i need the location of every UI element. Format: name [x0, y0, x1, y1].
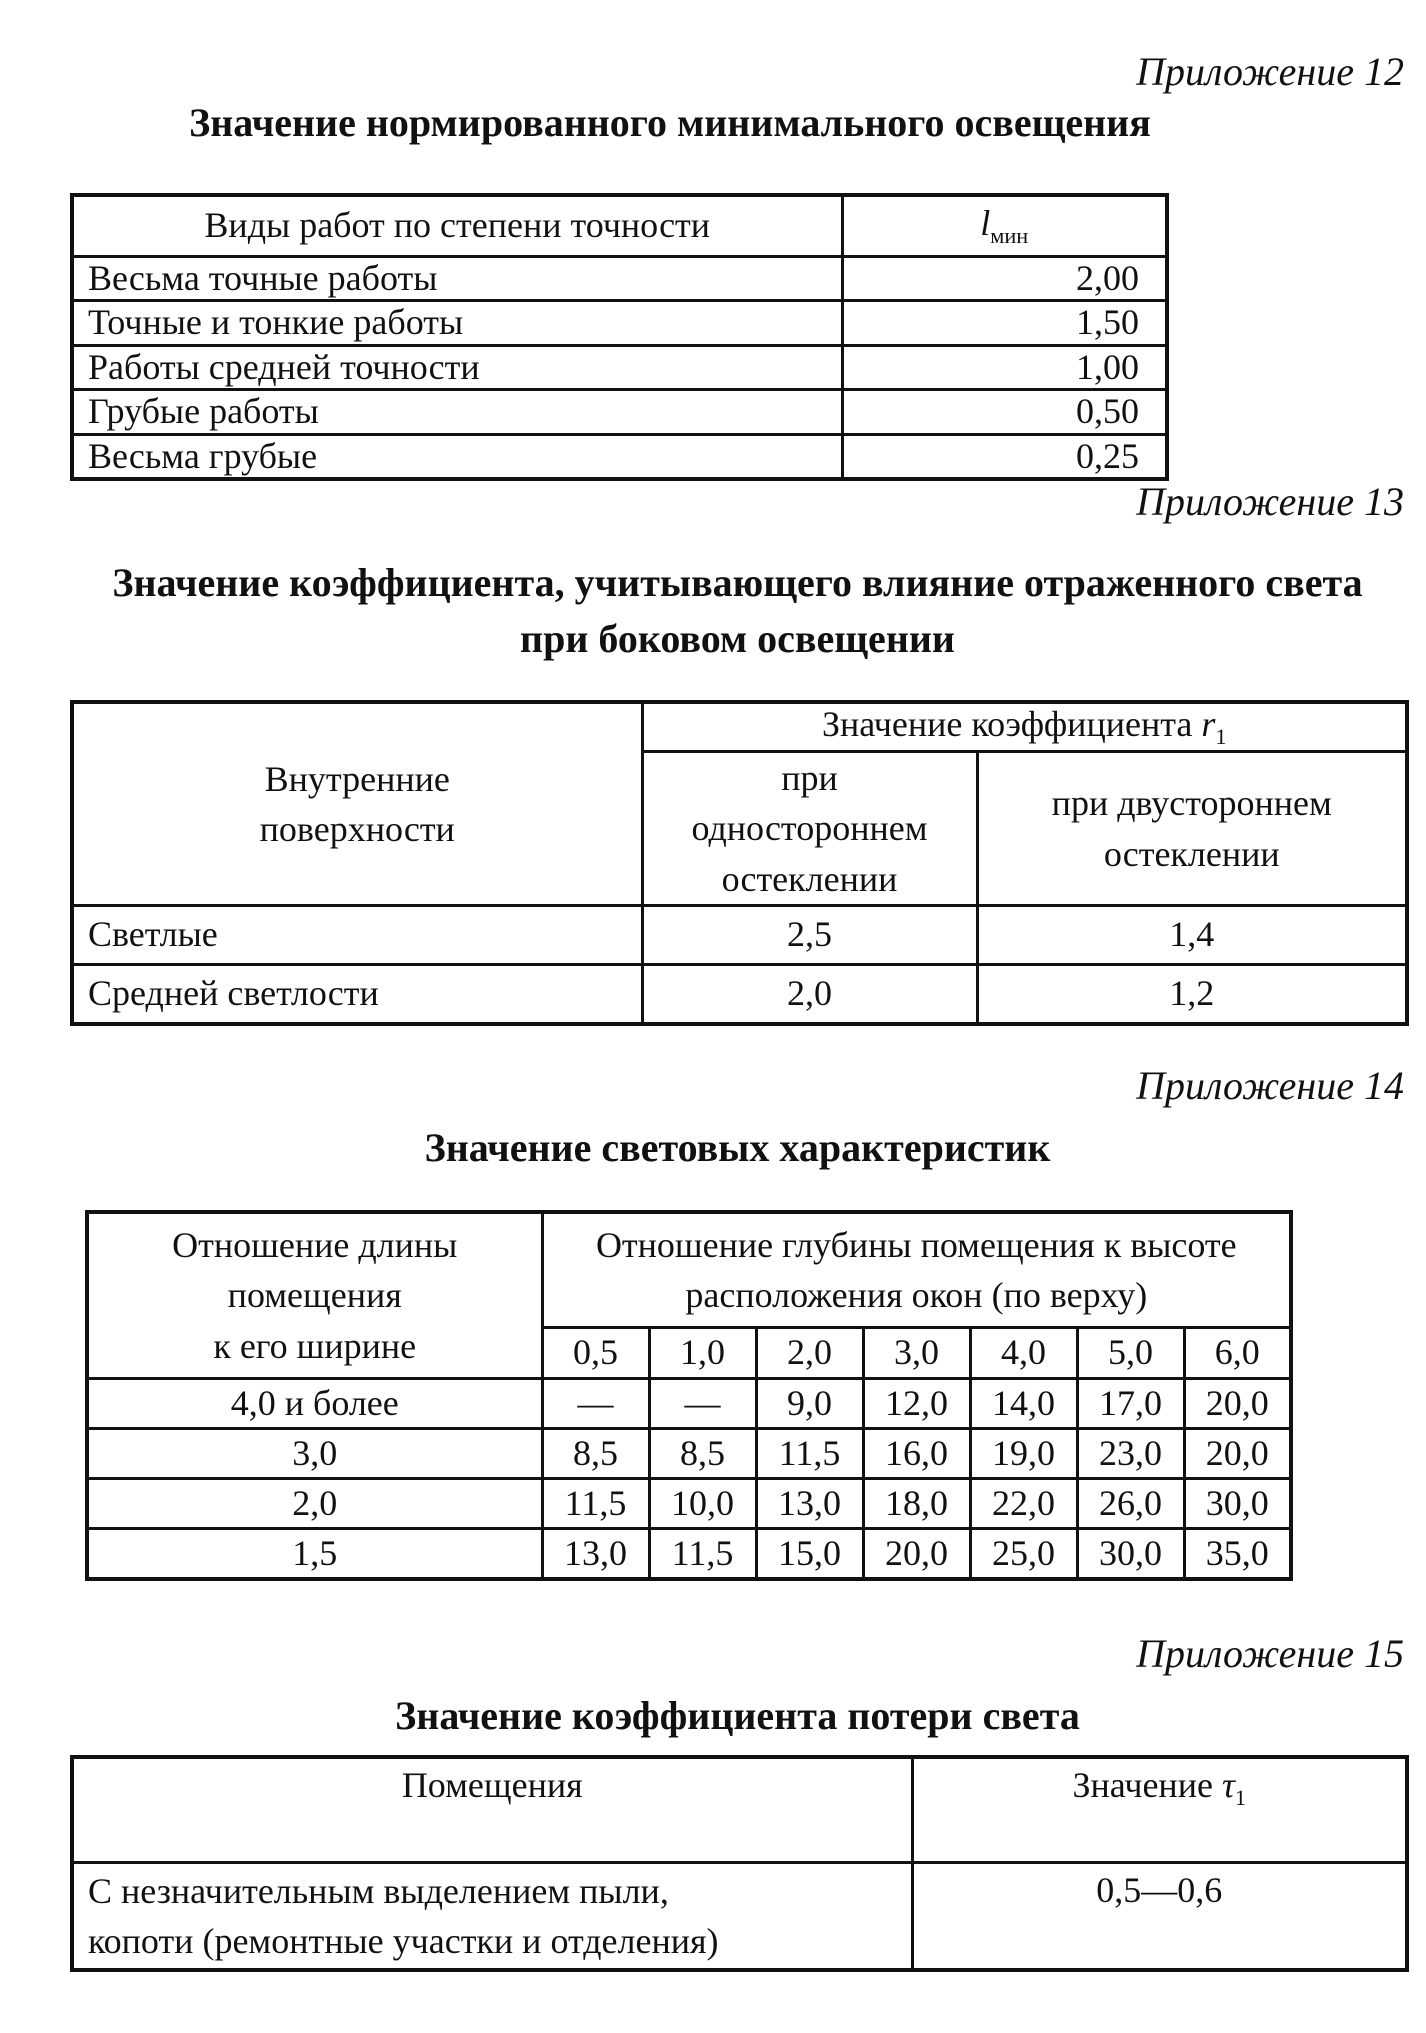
- header-line: Отношение длины: [172, 1224, 458, 1265]
- symbol-l: l: [980, 203, 991, 244]
- appendix-14-label: Приложение 14: [1136, 1063, 1404, 1108]
- row-label-line: С незначительным выделением пыли,: [88, 1870, 669, 1911]
- table-row: [87, 1429, 1291, 1479]
- value-cell: 10,0: [649, 1479, 756, 1529]
- row-label-cell: 4,0 и более: [87, 1379, 542, 1429]
- table-header-row: [72, 1757, 1407, 1863]
- value-cell: 12,0: [863, 1379, 970, 1429]
- appendix-15-table: [70, 1755, 1409, 1972]
- row-label-cell: Грубые работы: [72, 390, 842, 434]
- column-header: 2,0: [756, 1328, 863, 1379]
- table-row: [72, 1863, 1407, 1971]
- value-cell: 13,0: [756, 1479, 863, 1529]
- row-label-cell: Весьма точные работы: [72, 257, 842, 301]
- value-cell: 11,5: [756, 1429, 863, 1479]
- table-row: [87, 1529, 1291, 1580]
- group-header-text: Значение коэффициента: [821, 704, 1202, 745]
- appendix-12-title: Значение нормированного минимального освещения: [189, 100, 1151, 145]
- value-cell: 20,0: [1184, 1429, 1291, 1479]
- table-row: [72, 434, 1167, 479]
- appendix-14-title: Значение световых характеристик: [424, 1125, 1051, 1170]
- row-label-cell: [72, 1863, 912, 1971]
- column-header: 3,0: [863, 1328, 970, 1379]
- column-header: [642, 752, 977, 906]
- value-cell: 2,00: [842, 257, 1167, 301]
- row-label-cell: 2,0: [87, 1479, 542, 1529]
- value-cell: 20,0: [863, 1529, 970, 1580]
- value-cell: 2,5: [642, 906, 977, 965]
- table-row: [87, 1379, 1291, 1429]
- value-cell: 11,5: [542, 1479, 649, 1529]
- value-cell: 8,5: [649, 1429, 756, 1479]
- value-cell: 26,0: [1077, 1479, 1184, 1529]
- column-header: 1,0: [649, 1328, 756, 1379]
- value-cell: 23,0: [1077, 1429, 1184, 1479]
- table-row: [72, 301, 1167, 345]
- header-line: помещения: [227, 1275, 402, 1316]
- row-label-cell: Светлые: [72, 906, 642, 965]
- value-cell: —: [649, 1379, 756, 1429]
- header-line: к его ширине: [213, 1325, 417, 1366]
- value-cell: 18,0: [863, 1479, 970, 1529]
- value-cell: 16,0: [863, 1429, 970, 1479]
- table-row: [72, 965, 1407, 1025]
- row-label-cell: Средней светлости: [72, 965, 642, 1025]
- value-cell: 0,25: [842, 434, 1167, 479]
- value-cell: 9,0: [756, 1379, 863, 1429]
- column-header: [87, 1212, 542, 1379]
- appendix-14-table: [85, 1210, 1293, 1581]
- symbol-r-subscript: 1: [1215, 724, 1227, 750]
- value-cell: 0,5—0,6: [912, 1863, 1407, 1971]
- header-text: Значение: [1072, 1765, 1222, 1805]
- header-line: одностороннем: [691, 808, 928, 849]
- table-header-row: [72, 195, 1167, 257]
- value-cell: 2,0: [642, 965, 977, 1025]
- appendix-13-title: [70, 555, 1405, 667]
- column-header-symbol: [842, 195, 1167, 257]
- table-row: [72, 345, 1167, 389]
- appendix-13-table: [70, 700, 1409, 1026]
- row-label-line: копоти (ремонтные участки и отделения): [88, 1921, 719, 1961]
- header-line: при: [781, 758, 838, 798]
- table-header-row: [87, 1212, 1291, 1328]
- value-cell: 8,5: [542, 1429, 649, 1479]
- row-label-cell: 3,0: [87, 1429, 542, 1479]
- column-header: [977, 752, 1407, 906]
- appendix-12-label: Приложение 12: [1136, 49, 1404, 94]
- column-header-symbol: [912, 1757, 1407, 1863]
- table-header-row: [72, 702, 1407, 752]
- header-line: Отношение глубины помещения к высоте: [595, 1224, 1237, 1265]
- value-cell: 0,50: [842, 390, 1167, 434]
- value-cell: 1,4: [977, 906, 1407, 965]
- table-row: [72, 906, 1407, 965]
- value-cell: 19,0: [970, 1429, 1077, 1479]
- title-line: при боковом освещении: [520, 616, 955, 661]
- group-header: [642, 702, 1407, 752]
- appendix-15-label: Приложение 15: [1136, 1631, 1404, 1676]
- value-cell: —: [542, 1379, 649, 1429]
- symbol-r: r: [1201, 704, 1216, 745]
- value-cell: 30,0: [1184, 1479, 1291, 1529]
- appendix-15-title: Значение коэффициента потери света: [395, 1693, 1080, 1738]
- row-label-cell: Точные и тонкие работы: [72, 301, 842, 345]
- value-cell: 13,0: [542, 1529, 649, 1580]
- header-line: остеклении: [721, 858, 898, 899]
- group-header: [542, 1212, 1291, 1328]
- header-line: поверхности: [259, 809, 455, 850]
- row-label-cell: Работы средней точности: [72, 345, 842, 389]
- value-cell: 22,0: [970, 1479, 1077, 1529]
- symbol-l-subscript: мин: [990, 223, 1029, 249]
- value-cell: 20,0: [1184, 1379, 1291, 1429]
- table-row: [72, 257, 1167, 301]
- value-cell: 17,0: [1077, 1379, 1184, 1429]
- row-label-cell: 1,5: [87, 1529, 542, 1580]
- table-row: [72, 390, 1167, 434]
- column-header: 6,0: [1184, 1328, 1291, 1379]
- value-cell: 1,50: [842, 301, 1167, 345]
- value-cell: 25,0: [970, 1529, 1077, 1580]
- value-cell: 1,2: [977, 965, 1407, 1025]
- column-header: Виды работ по степени точности: [72, 195, 842, 257]
- title-line: Значение коэффициента, учитывающего влияние отраженного света: [112, 560, 1363, 605]
- table-row: [87, 1479, 1291, 1529]
- symbol-tau: τ: [1221, 1765, 1235, 1805]
- appendix-12-table: [70, 193, 1169, 481]
- column-header: Помещения: [72, 1757, 912, 1863]
- column-header: 5,0: [1077, 1328, 1184, 1379]
- header-line: Внутренние: [264, 758, 450, 799]
- column-header: [72, 702, 642, 906]
- symbol-tau-subscript: 1: [1234, 1785, 1246, 1811]
- column-header: 0,5: [542, 1328, 649, 1379]
- header-line: при двустороннем: [1051, 783, 1332, 824]
- value-cell: 15,0: [756, 1529, 863, 1580]
- value-cell: 11,5: [649, 1529, 756, 1580]
- value-cell: 30,0: [1077, 1529, 1184, 1580]
- value-cell: 35,0: [1184, 1529, 1291, 1580]
- column-header: 4,0: [970, 1328, 1077, 1379]
- appendix-13-label: Приложение 13: [1136, 479, 1404, 524]
- header-line: расположения окон (по верху): [685, 1275, 1148, 1315]
- header-line: остеклении: [1103, 833, 1280, 874]
- value-cell: 14,0: [970, 1379, 1077, 1429]
- row-label-cell: Весьма грубые: [72, 434, 842, 479]
- value-cell: 1,00: [842, 345, 1167, 389]
